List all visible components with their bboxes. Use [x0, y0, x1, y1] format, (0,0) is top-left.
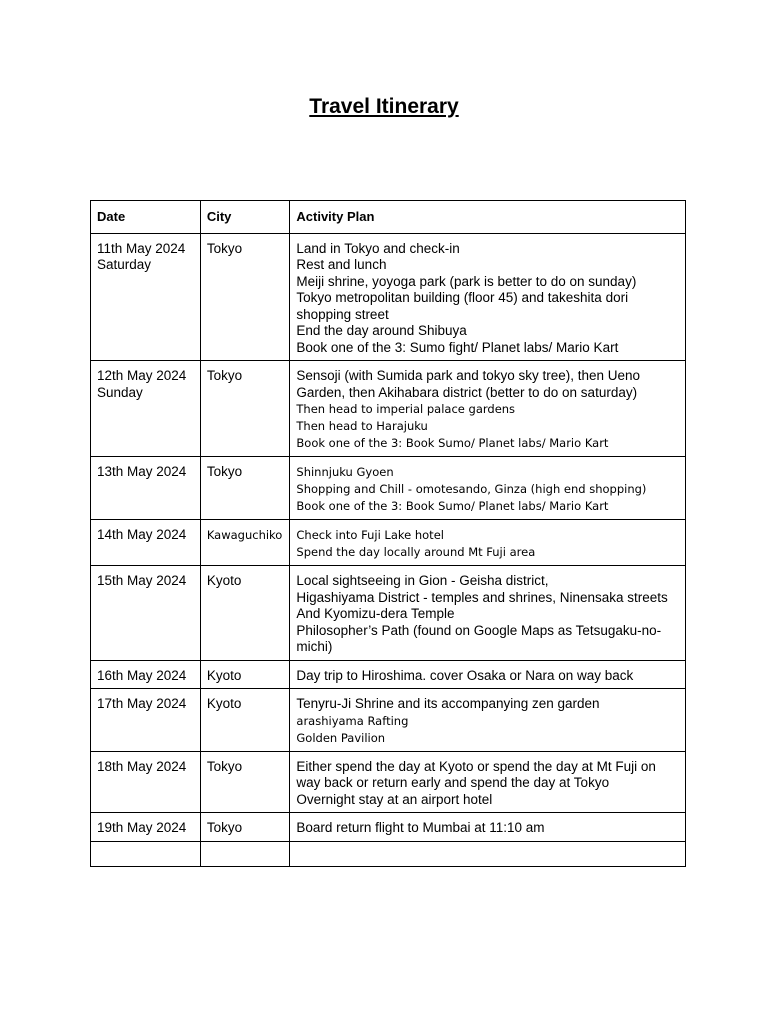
date-text: 18th May 2024: [97, 758, 187, 774]
city-cell: Tokyo: [200, 361, 290, 457]
activity-cell: [290, 566, 686, 661]
activity-line: Sensoji (with Sumida park and tokyo sky tree), then Ueno Garden, then Akihabara district (better to do on saturday): [296, 368, 641, 400]
activity-line: Then head to Harajuku: [296, 419, 428, 433]
date-text: 16th May 2024: [97, 667, 187, 683]
activity-line: Board return flight to Mumbai at 11:10 am: [296, 820, 545, 835]
activity-line: Tenyru-Ji Shrine and its accompanying zen garden: [296, 696, 600, 711]
date-cell: [91, 751, 201, 813]
activity-cell: [290, 813, 686, 842]
table-row: [91, 813, 686, 842]
activity-line: arashiyama Rafting: [296, 713, 409, 728]
date-cell: [91, 813, 201, 842]
table-row: [91, 457, 686, 520]
table-row: [91, 233, 686, 361]
activity-line: Book one of the 3: Book Sumo/ Planet labs/ Mario Kart: [296, 499, 609, 513]
date-text: 14th May 2024: [97, 527, 187, 542]
activity-line: Higashiyama District - temples and shrines, Ninensaka streets And Kyomizu-dera Temple: [296, 589, 668, 621]
city-cell: Kyoto: [200, 566, 290, 661]
date-text: 17th May 2024: [97, 696, 187, 711]
date-text: 11th May 2024: [97, 240, 186, 256]
activity-line: Philosopher’s Path (found on Google Maps as Tetsugaku-no-michi): [296, 622, 662, 654]
date-cell: [91, 457, 201, 520]
date-cell: [91, 566, 201, 661]
page-title: Travel Itinerary: [309, 95, 459, 118]
empty-cell: [91, 841, 201, 866]
date-text: 19th May 2024: [97, 820, 187, 835]
activity-cell: [290, 361, 686, 457]
date-cell: [91, 689, 201, 752]
activity-cell: [290, 689, 686, 752]
table-header-row: [91, 201, 686, 234]
table-row-empty: [91, 841, 686, 866]
activity-line: Then head to imperial palace gardens: [296, 402, 516, 416]
table-row: [91, 660, 686, 689]
activity-cell: [290, 457, 686, 520]
city-cell: Tokyo: [200, 751, 290, 813]
activity-cell: [290, 751, 686, 813]
weekday-text: Saturday: [97, 257, 152, 272]
date-text: 13th May 2024: [97, 464, 187, 479]
empty-cell: [200, 841, 290, 866]
activity-line: Meiji shrine, yoyoga park (park is better to do on sunday): [296, 273, 637, 289]
activity-line: Rest and lunch: [296, 257, 387, 272]
activity-line: Golden Pavilion: [296, 730, 386, 745]
table-row: [91, 520, 686, 566]
activity-line: Check into Fuji Lake hotel: [296, 528, 444, 542]
activity-line: Shinnjuku Gyoen: [296, 465, 394, 479]
table-row: [91, 566, 686, 661]
header-city: City: [200, 201, 290, 234]
activity-line: End the day around Shibuya: [296, 323, 467, 338]
date-cell: [91, 660, 201, 689]
date-text: 15th May 2024: [97, 573, 187, 588]
activity-line: Either spend the day at Kyoto or spend the day at Mt Fuji on way back or return early and spend the day at Tokyo: [296, 758, 656, 790]
activity-cell: [290, 233, 686, 361]
city-cell: Tokyo: [200, 457, 290, 520]
activity-cell: [290, 660, 686, 689]
header-activity-plan: Activity Plan: [290, 201, 686, 234]
itinerary-table: [90, 200, 686, 867]
activity-line: Overnight stay at an airport hotel: [296, 791, 493, 807]
table-row: [91, 751, 686, 813]
activity-line: Land in Tokyo and check-in: [296, 240, 460, 256]
header-date: Date: [91, 201, 201, 234]
empty-cell: [290, 841, 686, 866]
activity-line: Spend the day locally around Mt Fuji area: [296, 545, 536, 559]
activity-line: Tokyo metropolitan building (floor 45) and takeshita dori shopping street: [296, 290, 629, 322]
city-cell: Kyoto: [200, 660, 290, 689]
city-cell: Tokyo: [200, 233, 290, 361]
activity-cell: [290, 520, 686, 566]
date-cell: [91, 233, 201, 361]
city-cell: Kawaguchiko: [200, 520, 290, 566]
date-cell: [91, 520, 201, 566]
table-row: [91, 689, 686, 752]
activity-line: Local sightseeing in Gion - Geisha district,: [296, 573, 549, 588]
city-cell: Tokyo: [200, 813, 290, 842]
activity-line: Shopping and Chill - omotesando, Ginza (high end shopping): [296, 482, 647, 496]
activity-line: Book one of the 3: Sumo fight/ Planet labs/ Mario Kart: [296, 339, 619, 355]
activity-line: Day trip to Hiroshima. cover Osaka or Nara on way back: [296, 667, 634, 683]
weekday-text: Sunday: [97, 384, 143, 400]
activity-line: Book one of the 3: Book Sumo/ Planet labs/ Mario Kart: [296, 436, 609, 450]
table-row: [91, 361, 686, 457]
date-cell: [91, 361, 201, 457]
date-text: 12th May 2024: [97, 368, 187, 383]
city-cell: Kyoto: [200, 689, 290, 752]
